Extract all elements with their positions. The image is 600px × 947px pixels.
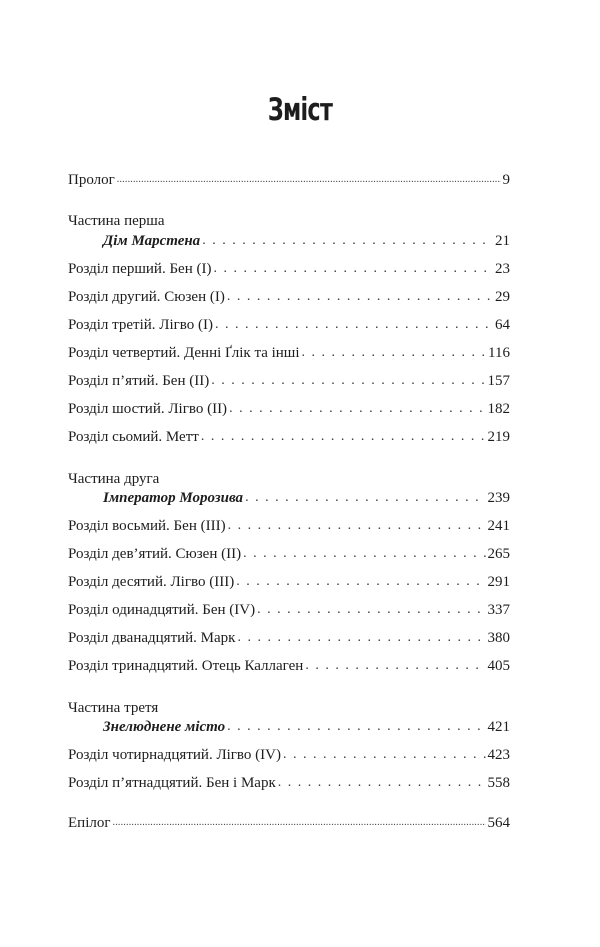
- leader-dots: [245, 486, 485, 509]
- leader-dots: [278, 771, 486, 794]
- leader-dots: [302, 341, 487, 364]
- toc-entry-prologue[interactable]: [68, 169, 510, 191]
- toc-entry-part-title[interactable]: [103, 716, 510, 738]
- leader-dots: [227, 715, 485, 738]
- entry-label: Розділ п’ятнадцятий. Бен і Марк: [68, 775, 276, 791]
- entry-label: Розділ четвертий. Денні Ґлік та інші: [68, 345, 300, 361]
- entry-page: 564: [487, 815, 510, 831]
- entry-label: Розділ чотирнадцятий. Лігво (IV): [68, 747, 281, 763]
- toc-entry[interactable]: [68, 342, 510, 364]
- toc-entry[interactable]: [68, 426, 510, 448]
- entry-label: Розділ перший. Бен (І): [68, 261, 212, 277]
- entry-label: Розділ дванадцятий. Марк: [68, 630, 236, 646]
- entry-page: 219: [487, 429, 510, 445]
- entry-label: Розділ сьомий. Метт: [68, 429, 199, 445]
- entry-page: 29: [495, 289, 510, 305]
- leader-dots: [228, 514, 486, 537]
- entry-label: Епілог: [68, 815, 111, 831]
- entry-label: Розділ десятий. Лігво (ІІІ): [68, 574, 235, 590]
- entry-label: Пролог: [68, 172, 115, 188]
- entry-label: Розділ другий. Сюзен (І): [68, 289, 225, 305]
- entry-page: 421: [487, 719, 510, 735]
- leader-dots: [213, 257, 493, 280]
- leader-dots: [215, 313, 493, 336]
- entry-label: Розділ п’ятий. Бен (ІІ): [68, 373, 210, 389]
- leader-dots: [227, 285, 493, 308]
- entry-page: 21: [495, 233, 510, 249]
- toc-entry[interactable]: [68, 772, 510, 794]
- entry-label: Розділ тринадцятий. Отець Каллаген: [68, 658, 304, 674]
- entry-label: Дім Марстена: [103, 233, 201, 249]
- entry-page: 239: [487, 490, 510, 506]
- toc-entry-epilogue[interactable]: [68, 812, 510, 834]
- entry-label: Імператор Морозива: [103, 490, 244, 506]
- toc-entry-part-title[interactable]: [103, 230, 510, 252]
- entry-page: 182: [487, 401, 510, 417]
- entry-label: Розділ дев’ятий. Сюзен (ІІ): [68, 546, 242, 562]
- entry-page: 241: [487, 518, 510, 534]
- entry-page: 23: [495, 261, 510, 277]
- entry-page: 291: [487, 574, 510, 590]
- entry-label: Знелюднене місто: [103, 719, 226, 735]
- part-heading: Частина друга: [68, 471, 160, 487]
- entry-label: Розділ одинадцятий. Бен (IV): [68, 602, 256, 618]
- toc-entry[interactable]: [68, 314, 510, 336]
- part-heading: Частина перша: [68, 213, 165, 229]
- entry-page: 380: [487, 630, 510, 646]
- page-title: Зміст: [267, 92, 333, 128]
- toc-entry[interactable]: [68, 571, 510, 593]
- leader-dots: [243, 542, 485, 565]
- part-heading: Частина третя: [68, 700, 159, 716]
- leader-dots: [201, 425, 486, 448]
- toc-entry[interactable]: [68, 515, 510, 537]
- leader-dots: [211, 369, 485, 392]
- leader-dots: [237, 626, 485, 649]
- leader-dots: [236, 570, 485, 593]
- entry-page: 64: [495, 317, 510, 333]
- entry-page: 337: [487, 602, 510, 618]
- toc-entry[interactable]: [68, 258, 510, 280]
- entry-page: 157: [487, 373, 510, 389]
- entry-label: Розділ восьмий. Бен (ІІІ): [68, 518, 226, 534]
- toc-entry[interactable]: [68, 599, 510, 621]
- entry-label: Розділ шостий. Лігво (ІІ): [68, 401, 228, 417]
- leader-dots: [202, 229, 493, 252]
- entry-page: 265: [487, 546, 510, 562]
- toc-entry-part-title[interactable]: [103, 487, 510, 509]
- toc-entry[interactable]: [68, 543, 510, 565]
- toc-entry[interactable]: [68, 744, 510, 766]
- entry-page: 116: [488, 345, 510, 361]
- toc-entry[interactable]: [68, 286, 510, 308]
- toc-entry[interactable]: [68, 655, 510, 677]
- leader-dots: [257, 598, 485, 621]
- entry-page: 558: [487, 775, 510, 791]
- leader-dots: [117, 167, 501, 191]
- leader-dots: [113, 810, 486, 834]
- entry-page: 9: [502, 172, 510, 188]
- toc-entry[interactable]: [68, 398, 510, 420]
- leader-dots: [229, 397, 485, 420]
- leader-dots: [305, 654, 485, 677]
- toc-entry[interactable]: [68, 627, 510, 649]
- toc-entry[interactable]: [68, 370, 510, 392]
- entry-page: 423: [487, 747, 510, 763]
- leader-dots: [283, 743, 486, 766]
- entry-page: 405: [487, 658, 510, 674]
- entry-label: Розділ третій. Лігво (І): [68, 317, 214, 333]
